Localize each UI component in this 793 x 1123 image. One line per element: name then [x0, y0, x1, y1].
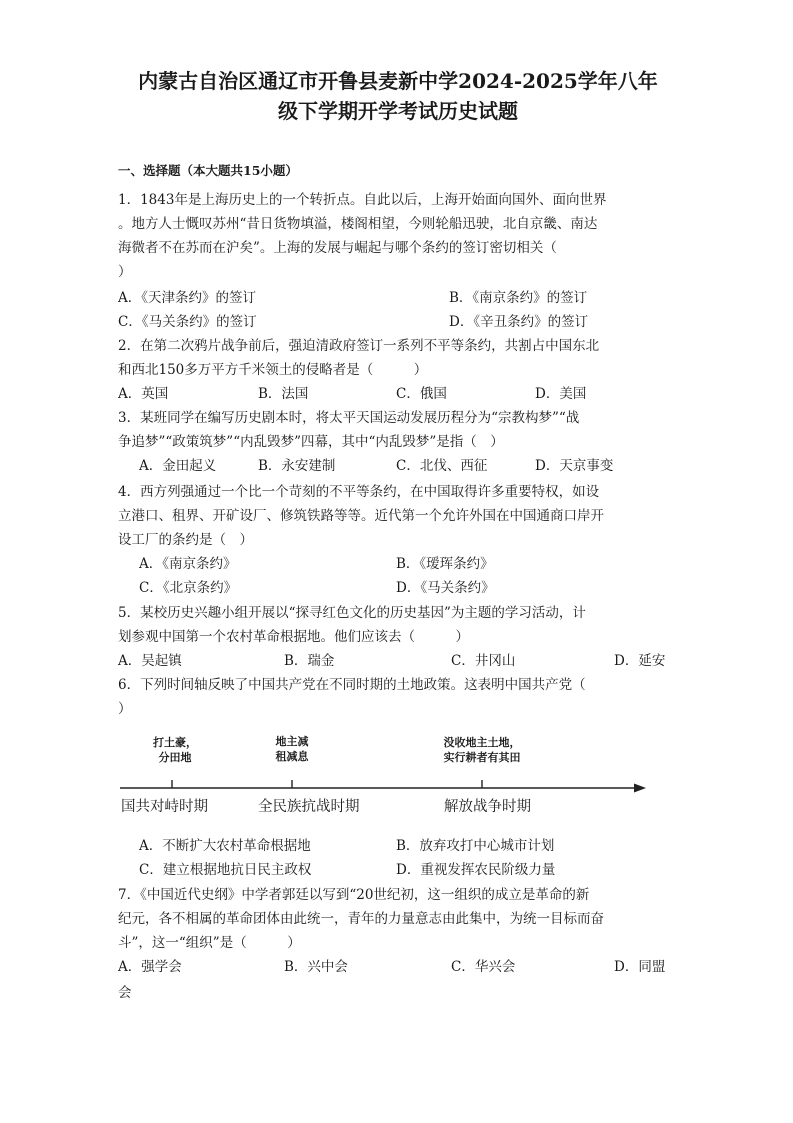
q5-option-c[interactable]: C．井冈山 — [451, 653, 516, 669]
q1-line-1: 1．1843年是上海历史上的一个转折点。自此以后，上海开始面向国外、面向世界 — [118, 192, 607, 208]
section-heading: 一、选择题（本大题共15小题） — [118, 163, 298, 178]
q1-line-4: ） — [118, 264, 132, 280]
q4-line-1: 4．西方列强通过一个比一个苛刻的不平等条约，在中国取得许多重要特权，如设 — [118, 484, 600, 500]
q4-line-3: 设工厂的条约是（ ） — [118, 532, 253, 548]
timeline-label-2-line-1: 地主减 — [275, 735, 309, 748]
q7-option-d[interactable]: D．同盟 — [614, 959, 666, 975]
q6-option-c[interactable]: C．建立根据地抗日民主政权 — [139, 862, 312, 878]
q2-line-1: 2．在第二次鸦片战争前后，强迫清政府签订一系列不平等条约，共割占中国东北 — [118, 338, 600, 354]
q4-option-c[interactable]: C．《北京条约》 — [139, 580, 238, 596]
q5-option-a[interactable]: A．吴起镇 — [118, 653, 182, 669]
q7-option-d-wrap: 会 — [118, 985, 132, 1001]
page-title-line-2: 级下学期开学考试历史试题 — [278, 99, 518, 123]
q3-option-c[interactable]: C．北伐、西征 — [396, 458, 488, 474]
timeline-arrowhead — [634, 784, 646, 793]
q1-option-a[interactable]: A．《天津条约》的签订 — [118, 290, 256, 306]
q2-line-2: 和西北150多万平方千米领土的侵略者是（ ） — [118, 362, 428, 378]
q4-line-2: 立港口、租界、开矿设厂、修筑铁路等等。近代第一个允许外国在中国通商口岸开 — [118, 508, 604, 524]
q5-line-2: 划参观中国第一个农村革命根据地。他们应该去（ ） — [118, 629, 469, 645]
q1-option-d[interactable]: D．《辛丑条约》的签订 — [449, 314, 589, 330]
q6-option-b[interactable]: B．放弃攻打中心城市计划 — [396, 838, 555, 854]
q2-option-d[interactable]: D．美国 — [535, 386, 587, 402]
timeline-label-2 — [260, 734, 324, 764]
timeline-period-3: 解放战争时期 — [444, 799, 531, 815]
q7-option-b[interactable]: B．兴中会 — [284, 959, 348, 975]
q3-line-1: 3．某班同学在编写历史剧本时，将太平天国运动发展历程分为“宗教构梦”“战 — [118, 410, 580, 426]
q2-option-c[interactable]: C．俄国 — [396, 386, 447, 402]
page-title-line-1: 内蒙古自治区通辽市开鲁县麦新中学2024-2025学年八年 — [138, 69, 658, 93]
timeline-period-1: 国共对峙时期 — [121, 799, 208, 815]
q7-line-1: 7．《中国近代史纲》中学者郭廷以写到“20世纪初，这一组织的成立是革命的新 — [118, 887, 590, 903]
q1-option-c[interactable]: C．《马关条约》的签订 — [118, 314, 257, 330]
q2-option-b[interactable]: B．法国 — [258, 386, 309, 402]
timeline-label-1-line-2: 分田地 — [158, 751, 192, 764]
timeline-label-2-line-2: 租减息 — [275, 750, 309, 763]
q7-option-c[interactable]: C．华兴会 — [451, 959, 516, 975]
q6-line-1: 6．下列时间轴反映了中国共产党在不同时期的土地政策。这表明中国共产党（ — [118, 677, 586, 693]
timeline-label-3-line-1: 没收地主土地， — [443, 736, 521, 749]
q1-line-2: 。地方人士慨叹苏州“昔日货物填溢，楼阁相望，今则轮船迅驶，北自京畿、南达 — [118, 216, 598, 232]
q4-option-a[interactable]: A．《南京条约》 — [139, 556, 237, 572]
q4-option-d[interactable]: D．《马关条约》 — [396, 580, 495, 596]
q7-option-a[interactable]: A．强学会 — [118, 959, 182, 975]
q6-option-d[interactable]: D．重视发挥农民阶级力量 — [396, 862, 556, 878]
q3-option-a[interactable]: A．金田起义 — [139, 458, 217, 474]
q7-line-2: 纪元，各不相属的革命团体由此统一，青年的力量意志由此集中，为统一目标而奋 — [118, 911, 604, 927]
q3-option-b[interactable]: B．永安建制 — [258, 458, 336, 474]
timeline-period-2: 全民族抗战时期 — [258, 799, 360, 815]
q1-line-3: 海微者不在苏而在沪矣”。上海的发展与崛起与哪个条约的签订密切相关（ — [118, 240, 557, 256]
q5-option-b[interactable]: B．瑞金 — [284, 653, 335, 669]
q3-option-d[interactable]: D．天京事变 — [535, 458, 614, 474]
timeline-label-3 — [430, 735, 534, 765]
q3-line-2: 争追梦”“政策筑梦”“内乱毁梦”四幕，其中“内乱毁梦”是指（ ） — [118, 434, 504, 450]
timeline-label-1 — [140, 735, 210, 765]
timeline-label-3-line-2: 实行耕者有其田 — [443, 751, 521, 764]
timeline-axis — [118, 780, 650, 794]
q4-option-b[interactable]: B．《瑷珲条约》 — [396, 556, 494, 572]
q7-line-3: 斗”，这一“组织”是（ ） — [118, 935, 301, 951]
q5-option-d[interactable]: D．延安 — [614, 653, 666, 669]
q1-option-b[interactable]: B．《南京条约》的签订 — [449, 290, 588, 306]
q5-line-1: 5．某校历史兴趣小组开展以“探寻红色文化的历史基因”为主题的学习活动，计 — [118, 605, 586, 621]
q2-option-a[interactable]: A．英国 — [118, 386, 169, 402]
timeline-label-1-line-1: 打土豪， — [153, 736, 197, 749]
q6-line-2: ） — [118, 701, 132, 717]
q6-option-a[interactable]: A．不断扩大农村革命根据地 — [139, 838, 311, 854]
